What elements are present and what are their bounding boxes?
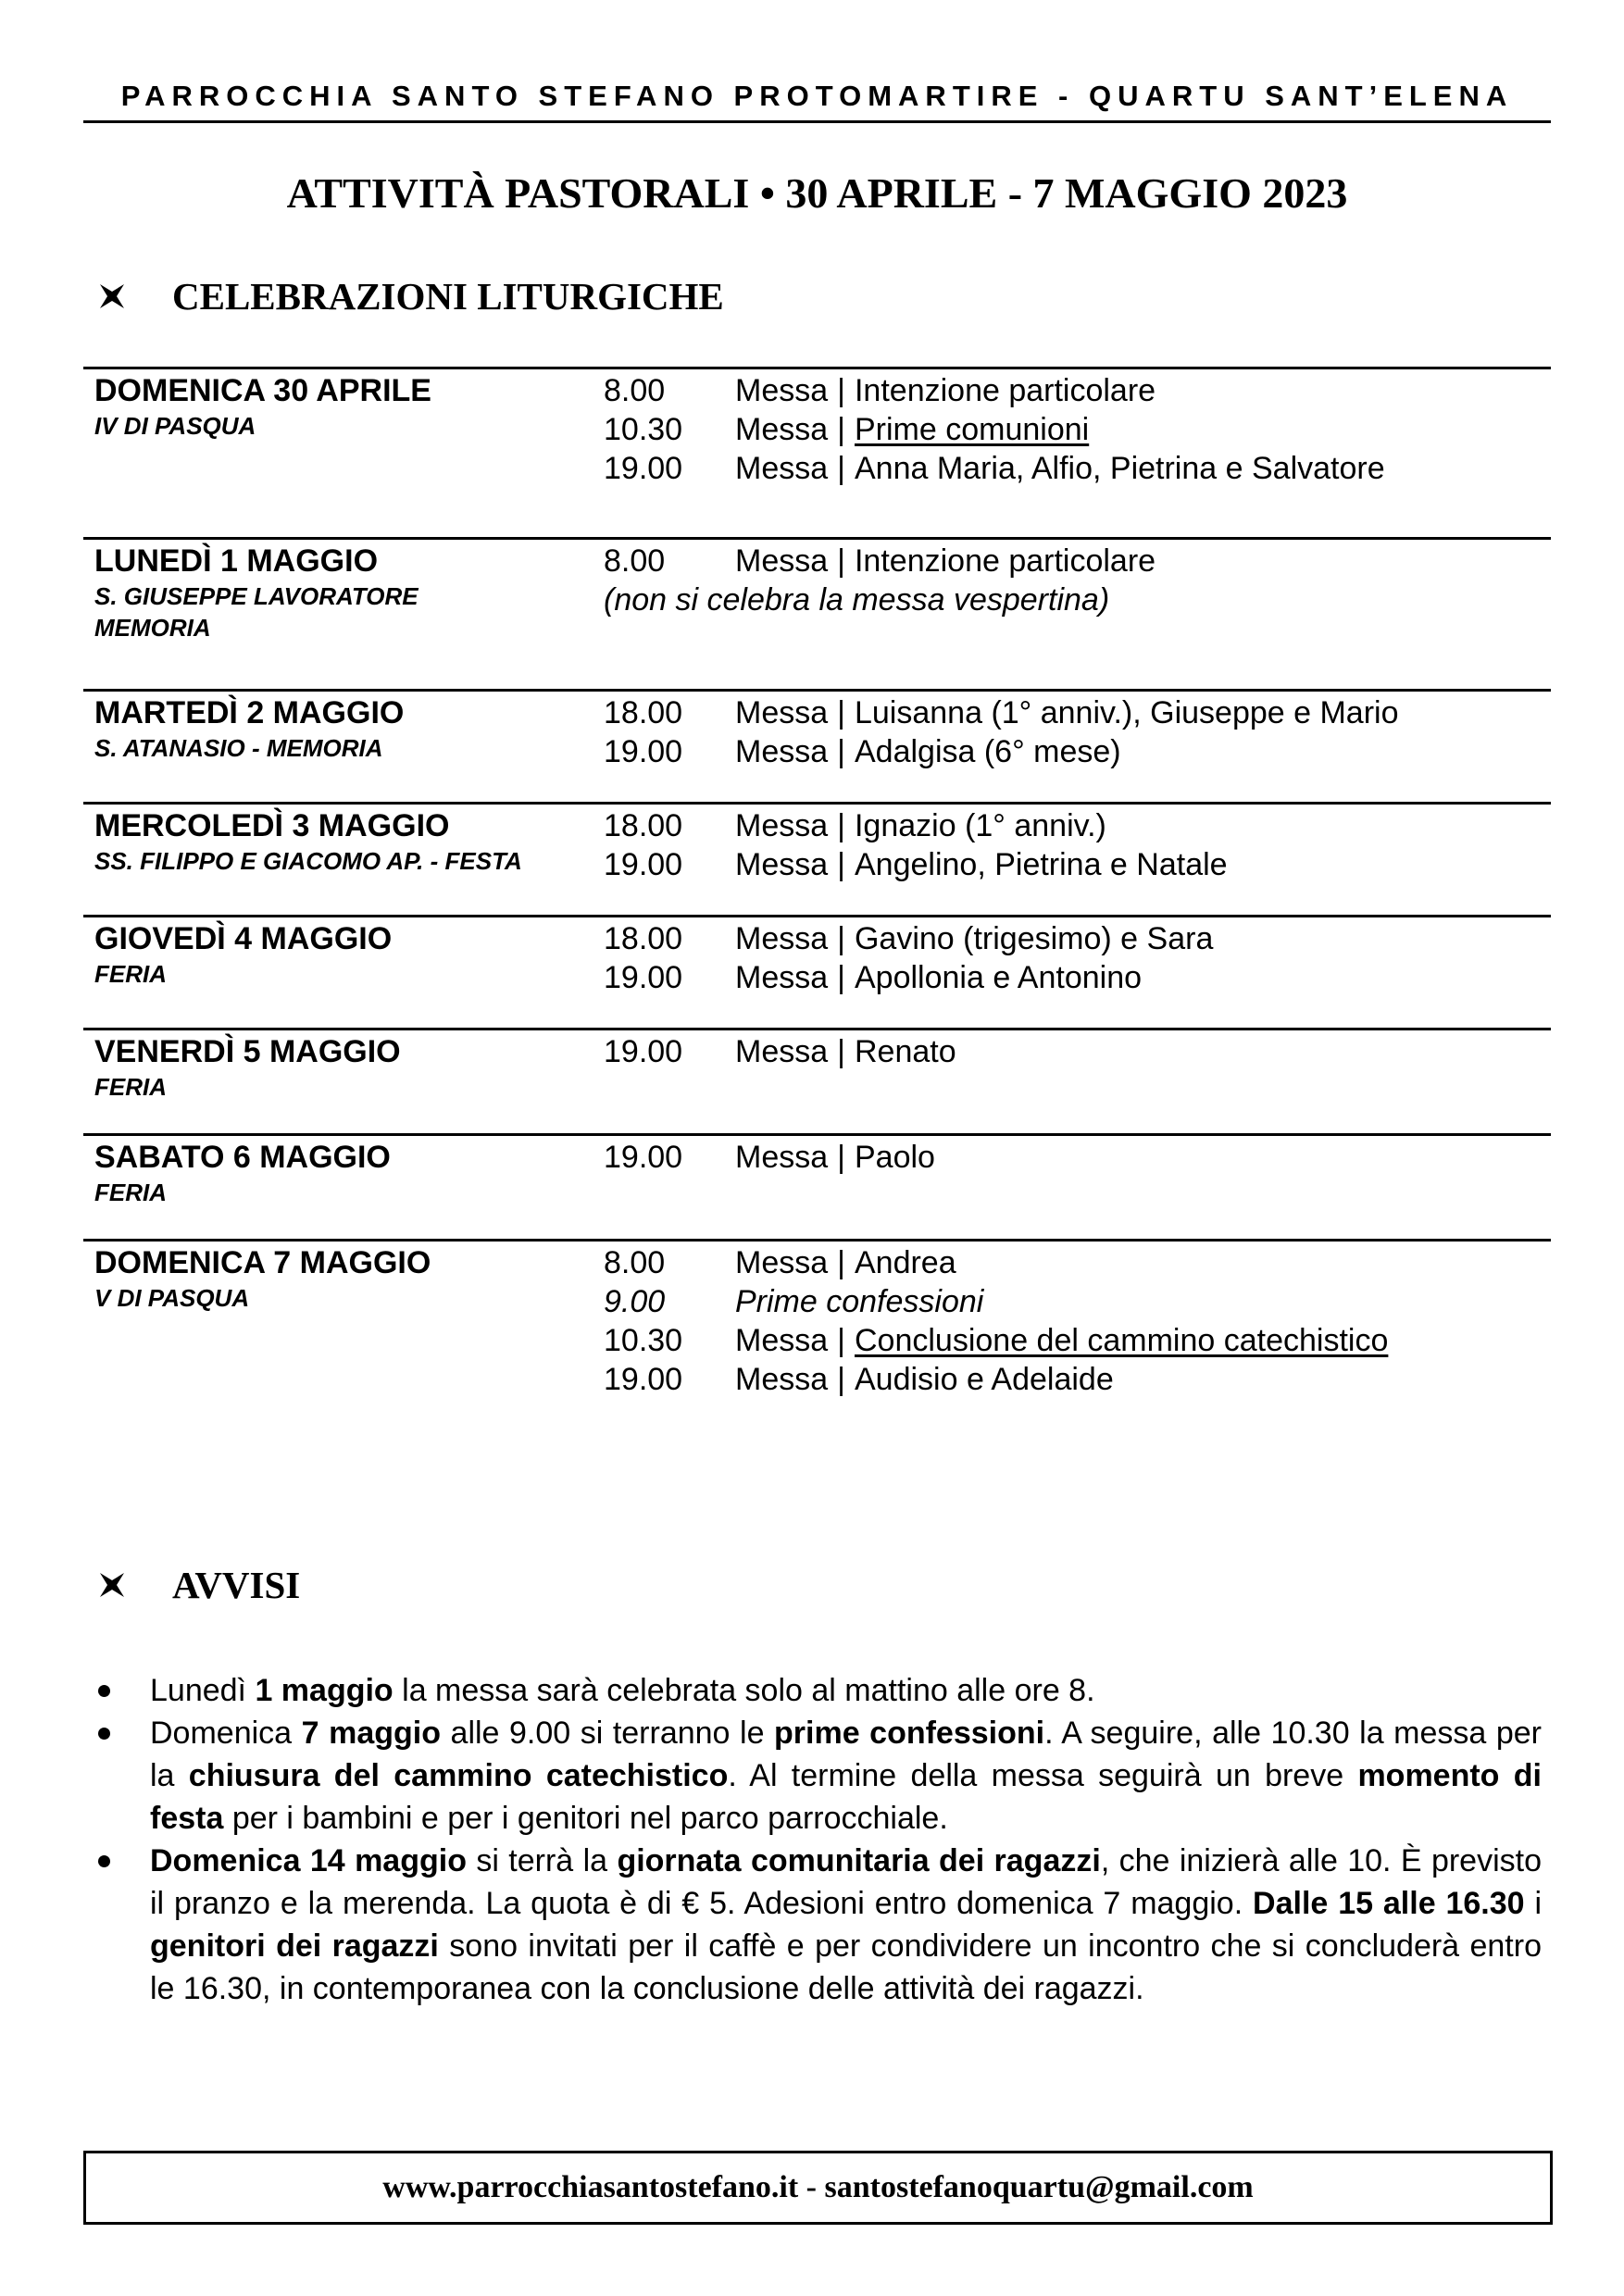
- day-name: MERCOLEDÌ 3 MAGGIO: [94, 808, 450, 843]
- day-name: DOMENICA 30 APRILE: [94, 373, 431, 408]
- liturgical-note: V DI PASQUA: [94, 1284, 250, 1312]
- day-block: [83, 1028, 1551, 1132]
- document-title: ATTIVITÀ PASTORALI • 30 APRILE - 7 MAGGIO 2023: [286, 169, 1348, 217]
- section-title: CELEBRAZIONI LITURGICHE: [172, 275, 724, 318]
- event-row: 19.00 Messa | Audisio e Adelaide: [604, 1362, 1114, 1397]
- day-block: [83, 367, 1551, 536]
- star-bullet-icon: [98, 1571, 126, 1599]
- bullet-icon: [98, 1728, 110, 1740]
- day-block: [83, 915, 1551, 1027]
- notice-item: Domenica 14 maggio si terrà la giornata comunitaria dei ragazzi, che inizierà alle 10. È previsto il pranzo e la merenda. La quota è di € 5. Adesioni entro domenica 7 maggio. Dalle 15 alle 16.30 i genitori dei ragazzi sono invitati per il caffè e per condividere un incontro che si concluderà entro le 16.30, in contemporanea con la conclusione delle attività dei ragazzi.: [93, 1840, 1542, 2010]
- section-heading-avvisi: [98, 1563, 300, 1607]
- bullet-icon: [98, 1685, 110, 1697]
- star-bullet-icon: [98, 282, 126, 310]
- header-divider: [83, 120, 1551, 123]
- event-row: 8.00 Messa | Intenzione particolare: [604, 373, 1156, 408]
- event-row: 19.00 Messa | Angelino, Pietrina e Natale: [604, 847, 1228, 882]
- event-row: 19.00 Messa | Paolo: [604, 1140, 935, 1175]
- day-block: [83, 537, 1551, 688]
- event-row: 18.00 Messa | Luisanna (1° anniv.), Giuseppe e Mario: [604, 695, 1399, 730]
- event-row: 10.30 Messa | Conclusione del cammino catechistico: [604, 1323, 1389, 1358]
- event-row: 9.00 Prime confessioni: [604, 1284, 984, 1319]
- parish-name: PARROCCHIA SANTO STEFANO PROTOMARTIRE - QUARTU SANT’ELENA: [120, 80, 1514, 112]
- day-block: [83, 1239, 1551, 1417]
- liturgical-note: FERIA: [94, 960, 167, 988]
- section-title: AVVISI: [172, 1564, 301, 1606]
- event-row: 19.00 Messa | Adalgisa (6° mese): [604, 734, 1121, 769]
- bullet-icon: [98, 1855, 110, 1867]
- event-note: (non si celebra la messa vespertina): [604, 582, 1110, 618]
- event-row: 19.00 Messa | Renato: [604, 1034, 956, 1069]
- section-heading-celebrazioni: [98, 274, 724, 318]
- liturgical-note: FERIA: [94, 1179, 167, 1206]
- day-block: [83, 689, 1551, 801]
- day-name: VENERDÌ 5 MAGGIO: [94, 1034, 401, 1069]
- day-name: MARTEDÌ 2 MAGGIO: [94, 695, 405, 730]
- event-row: 19.00 Messa | Anna Maria, Alfio, Pietrina e Salvatore: [604, 451, 1385, 486]
- day-name: LUNEDÌ 1 MAGGIO: [94, 543, 379, 579]
- contact-info: www.parrocchiasantostefano.it - santostefanoquartu@gmail.com: [382, 2170, 1254, 2204]
- notice-item: Lunedì 1 maggio la messa sarà celebrata solo al mattino alle ore 8.: [93, 1669, 1542, 1712]
- event-row: 19.00 Messa | Apollonia e Antonino: [604, 960, 1143, 995]
- event-row: 18.00 Messa | Gavino (trigesimo) e Sara: [604, 921, 1214, 956]
- liturgical-note: S. ATANASIO - MEMORIA: [94, 734, 383, 762]
- event-row: 8.00 Messa | Andrea: [604, 1245, 956, 1280]
- liturgical-note: MEMORIA: [94, 614, 211, 642]
- day-block: [83, 802, 1551, 914]
- notice-item: Domenica 7 maggio alle 9.00 si terranno le prime confessioni. A seguire, alle 10.30 la messa per la chiusura del cammino catechistico. Al termine della messa seguirà un breve momento di festa per i bambini e per i genitori nel parco parrocchiale.: [93, 1712, 1542, 1840]
- notices-list: [93, 1669, 1542, 2010]
- liturgical-note: FERIA: [94, 1073, 167, 1101]
- day-block: [83, 1133, 1551, 1236]
- day-name: GIOVEDÌ 4 MAGGIO: [94, 921, 393, 956]
- event-row: 18.00 Messa | Ignazio (1° anniv.): [604, 808, 1106, 843]
- liturgical-note: IV DI PASQUA: [94, 412, 256, 440]
- day-name: DOMENICA 7 MAGGIO: [94, 1245, 431, 1280]
- liturgical-note: S. GIUSEPPE LAVORATORE: [94, 582, 418, 610]
- day-name: SABATO 6 MAGGIO: [94, 1140, 391, 1175]
- event-row: 8.00 Messa | Intenzione particolare: [604, 543, 1156, 579]
- event-row: 10.30 Messa | Prime comunioni: [604, 412, 1090, 447]
- footer-contact-box: [83, 2151, 1553, 2225]
- liturgical-note: SS. FILIPPO E GIACOMO AP. - FESTA: [94, 847, 522, 875]
